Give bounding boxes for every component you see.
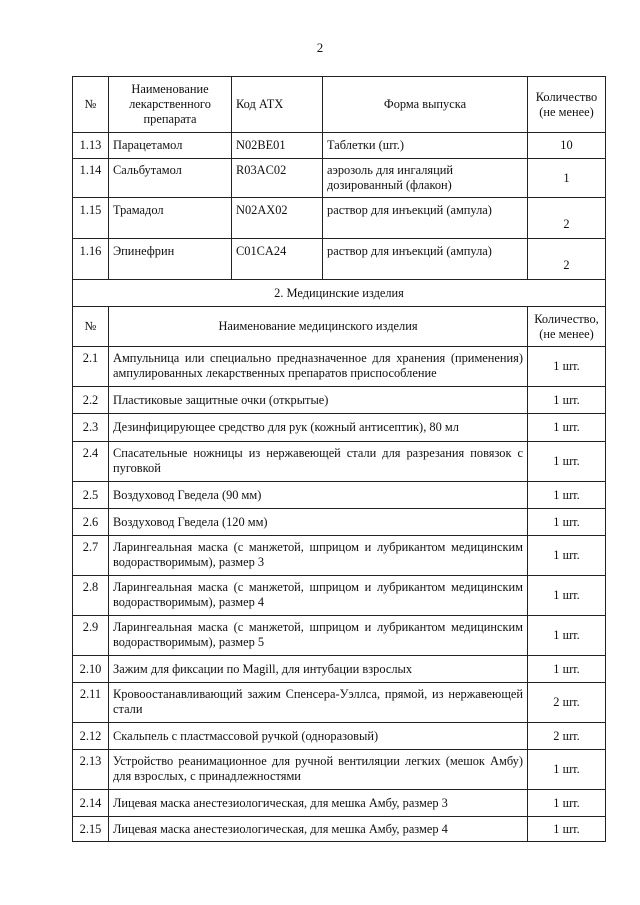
- device-rows: [73, 347, 606, 842]
- device-name: Ларингеальная маска (с манжетой, шприцом и лубрикантом медицинским водорастворимым), размер 4: [109, 576, 528, 616]
- quantity: 1 шт.: [528, 482, 606, 509]
- table-row: [73, 414, 606, 442]
- release-form: аэрозоль для ингаляций дозированный (флакон): [323, 159, 528, 198]
- row-num: 1.16: [73, 239, 109, 280]
- device-name: Спасательные ножницы из нержавеющей стали для разрезания повязок с пуговкой: [109, 442, 528, 482]
- device-name: Воздуховод Гведела (90 мм): [109, 482, 528, 509]
- row-num: 2.11: [73, 683, 109, 723]
- table-row: [73, 442, 606, 482]
- quantity: 1 шт.: [528, 536, 606, 576]
- table-row: [73, 656, 606, 683]
- page-number: 2: [316, 40, 324, 55]
- table-row: [73, 509, 606, 536]
- device-name: Ампульница или специально предназначенное для хранения (применения) ампулированных лекарственных препаратов приспособление: [109, 347, 528, 387]
- quantity: 1 шт.: [528, 616, 606, 656]
- table-row: [73, 482, 606, 509]
- header-form: Форма выпуска: [323, 77, 528, 133]
- quantity: 1 шт.: [528, 576, 606, 616]
- row-num: 2.13: [73, 750, 109, 790]
- header-qty: Количество, (не менее): [528, 307, 606, 347]
- device-name: Лицевая маска анестезиологическая, для мешка Амбу, размер 4: [109, 817, 528, 842]
- table-row: [73, 536, 606, 576]
- quantity: 1 шт.: [528, 750, 606, 790]
- quantity: 2: [528, 198, 606, 239]
- header-num: №: [73, 77, 109, 133]
- device-name: Устройство реанимационное для ручной вентиляции легких (мешок Амбу) для взрослых, с принадлежностями: [109, 750, 528, 790]
- supplies-table: [72, 76, 606, 842]
- quantity: 1 шт.: [528, 442, 606, 482]
- atc-code: N02AX02: [232, 198, 323, 239]
- table-row: [73, 817, 606, 842]
- device-name: Кровоостанавливающий зажим Спенсера-Уэллса, прямой, из нержавеющей стали: [109, 683, 528, 723]
- table-row: [73, 790, 606, 817]
- quantity: 2: [528, 239, 606, 280]
- drug-name: Парацетамол: [109, 133, 232, 159]
- row-num: 2.15: [73, 817, 109, 842]
- row-num: 1.14: [73, 159, 109, 198]
- table-row: [73, 239, 606, 280]
- quantity: 1 шт.: [528, 414, 606, 442]
- device-name: Дезинфицирующее средство для рук (кожный антисептик), 80 мл: [109, 414, 528, 442]
- header-atc-code: Код АТХ: [232, 77, 323, 133]
- quantity: 1 шт.: [528, 509, 606, 536]
- row-num: 1.15: [73, 198, 109, 239]
- drug-header-row: [73, 77, 606, 133]
- table-row: [73, 616, 606, 656]
- row-num: 2.4: [73, 442, 109, 482]
- table-row: [73, 347, 606, 387]
- header-device-name: Наименование медицинского изделия: [109, 307, 528, 347]
- device-name: Ларингеальная маска (с манжетой, шприцом и лубрикантом медицинским водорастворимым), размер 5: [109, 616, 528, 656]
- quantity: 1 шт.: [528, 347, 606, 387]
- row-num: 2.12: [73, 723, 109, 750]
- atc-code: R03AC02: [232, 159, 323, 198]
- device-header-row: [73, 307, 606, 347]
- drug-name: Трамадол: [109, 198, 232, 239]
- drug-name: Сальбутамол: [109, 159, 232, 198]
- section-title: 2. Медицинские изделия: [73, 280, 606, 307]
- table-row: [73, 198, 606, 239]
- table-row: [73, 723, 606, 750]
- release-form: раствор для инъекций (ампула): [323, 198, 528, 239]
- quantity: 1 шт.: [528, 790, 606, 817]
- release-form: Таблетки (шт.): [323, 133, 528, 159]
- table-row: [73, 576, 606, 616]
- row-num: 2.5: [73, 482, 109, 509]
- device-name: Скальпель с пластмассовой ручкой (одноразовый): [109, 723, 528, 750]
- table-row: [73, 133, 606, 159]
- quantity: 1 шт.: [528, 387, 606, 414]
- quantity: 1 шт.: [528, 656, 606, 683]
- table-row: [73, 750, 606, 790]
- atc-code: N02BE01: [232, 133, 323, 159]
- row-num: 2.10: [73, 656, 109, 683]
- row-num: 2.9: [73, 616, 109, 656]
- device-name: Лицевая маска анестезиологическая, для мешка Амбу, размер 3: [109, 790, 528, 817]
- quantity: 1: [528, 159, 606, 198]
- table-row: [73, 683, 606, 723]
- table-row: [73, 159, 606, 198]
- row-num: 1.13: [73, 133, 109, 159]
- table-row: [73, 387, 606, 414]
- row-num: 2.3: [73, 414, 109, 442]
- header-qty: Количество (не менее): [528, 77, 606, 133]
- header-drug-name: Наименование лекарственного препарата: [109, 77, 232, 133]
- quantity: 2 шт.: [528, 723, 606, 750]
- device-name: Ларингеальная маска (с манжетой, шприцом и лубрикантом медицинским водорастворимым), размер 3: [109, 536, 528, 576]
- row-num: 2.6: [73, 509, 109, 536]
- row-num: 2.14: [73, 790, 109, 817]
- row-num: 2.7: [73, 536, 109, 576]
- atc-code: C01CA24: [232, 239, 323, 280]
- device-name: Воздуховод Гведела (120 мм): [109, 509, 528, 536]
- header-num: №: [73, 307, 109, 347]
- row-num: 2.8: [73, 576, 109, 616]
- device-name: Зажим для фиксации по Magill, для интубации взрослых: [109, 656, 528, 683]
- row-num: 2.2: [73, 387, 109, 414]
- device-name: Пластиковые защитные очки (открытые): [109, 387, 528, 414]
- quantity: 10: [528, 133, 606, 159]
- row-num: 2.1: [73, 347, 109, 387]
- quantity: 2 шт.: [528, 683, 606, 723]
- quantity: 1 шт.: [528, 817, 606, 842]
- drug-name: Эпинефрин: [109, 239, 232, 280]
- section-title-row: [73, 280, 606, 307]
- release-form: раствор для инъекций (ампула): [323, 239, 528, 280]
